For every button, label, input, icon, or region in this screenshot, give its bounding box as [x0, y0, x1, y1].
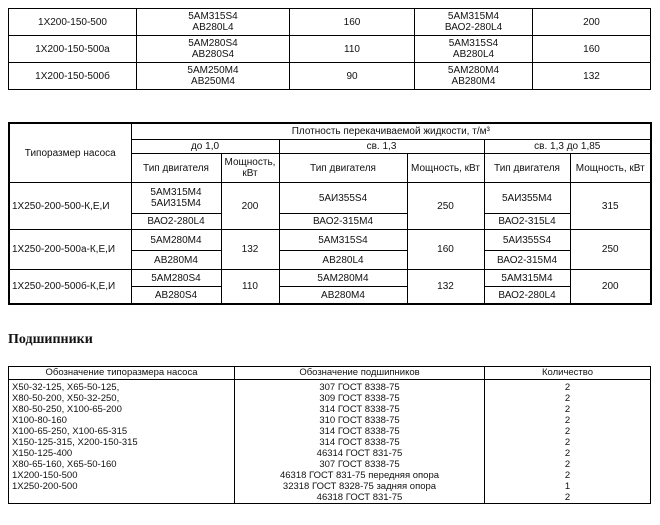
motor-cell: АВ280L4	[279, 251, 407, 270]
table-row	[9, 470, 651, 481]
bearing-cell: 310 ГОСТ 8338-75	[235, 415, 485, 426]
table-row	[9, 9, 651, 36]
motor-cell: ВАО2-315L4	[484, 214, 570, 230]
pump-column-header: Обозначение типоразмера насоса	[9, 367, 235, 380]
motor-cell: 5АМ280М4	[131, 230, 221, 251]
pump-type-cell: 1Х200-150-500б	[9, 63, 137, 90]
motor-density-table	[8, 122, 652, 305]
motor-cell: 5АМ315S4 АВ280L4	[137, 9, 290, 36]
range-header: св. 1,3 до 1,85	[484, 140, 651, 154]
motor-cell: ВАО2-280L4	[131, 214, 221, 230]
section-heading: Подшипники	[8, 332, 93, 347]
power-cell: 160	[533, 36, 651, 63]
table-row	[9, 437, 651, 448]
bearing-cell: 314 ГОСТ 8338-75	[235, 437, 485, 448]
table-row	[9, 481, 651, 492]
bearing-cell: 307 ГОСТ 8338-75	[235, 380, 485, 394]
quantity-cell: 2	[485, 448, 651, 459]
table-row	[9, 459, 651, 470]
motor-table-top	[8, 8, 651, 90]
motor-cell: 5АМ280М4	[279, 270, 407, 287]
pump-type-cell: 1Х200-150-500	[9, 9, 137, 36]
quantity-cell: 2	[485, 404, 651, 415]
table-row	[9, 393, 651, 404]
quantity-cell: 2	[485, 470, 651, 481]
motor-type-header: Тип двигателя	[279, 154, 407, 183]
quantity-cell: 1	[485, 481, 651, 492]
power-cell: 315	[570, 183, 651, 230]
quantity-column-header: Количество	[485, 367, 651, 380]
table-row	[9, 63, 651, 90]
pump-cell: Х50-32-125, Х65-50-125,	[9, 380, 235, 394]
bearing-cell: 46314 ГОСТ 831-75	[235, 448, 485, 459]
motor-cell: 5АМ315М4 5АИ315М4	[131, 183, 221, 214]
motor-cell: АВ280М4	[279, 287, 407, 305]
bearing-cell: 314 ГОСТ 8338-75	[235, 426, 485, 437]
power-header: Мощность, кВт	[221, 154, 279, 183]
power-cell: 250	[570, 230, 651, 270]
table-row	[9, 404, 651, 415]
range-header: св. 1,3	[279, 140, 484, 154]
motor-cell: ВАО2-315М4	[279, 214, 407, 230]
pump-cell: Х100-65-250, Х100-65-315	[9, 426, 235, 437]
power-cell: 200	[221, 183, 279, 230]
bearing-column-header: Обозначение подшипников	[235, 367, 485, 380]
power-cell: 132	[533, 63, 651, 90]
pump-cell: 1Х200-150-500	[9, 470, 235, 481]
table-row	[9, 492, 651, 504]
pump-cell: Х100-80-160	[9, 415, 235, 426]
table-row	[9, 426, 651, 437]
motor-cell: 5АИ355S4	[279, 183, 407, 214]
power-cell: 132	[221, 230, 279, 270]
pump-cell: Х80-50-200, Х50-32-250,	[9, 393, 235, 404]
power-cell: 250	[407, 183, 484, 230]
power-header: Мощность, кВт	[407, 154, 484, 183]
pump-cell: Х150-125-315, Х200-150-315	[9, 437, 235, 448]
quantity-cell: 2	[485, 393, 651, 404]
power-cell: 160	[407, 230, 484, 270]
table-row	[9, 415, 651, 426]
power-cell: 110	[290, 36, 415, 63]
quantity-cell: 2	[485, 380, 651, 394]
motor-cell: 5АМ250М4 АВ250М4	[137, 63, 290, 90]
pump-cell: Х80-50-250, Х100-65-200	[9, 404, 235, 415]
bearing-cell: 46318 ГОСТ 831-75	[235, 492, 485, 504]
power-header: Мощность, кВт	[570, 154, 651, 183]
pump-type-cell: 1Х250-200-500б-К,Е,И	[9, 270, 131, 305]
power-cell: 200	[570, 270, 651, 305]
bearings-table	[8, 366, 651, 504]
motor-type-header: Тип двигателя	[484, 154, 570, 183]
motor-type-header: Тип двигателя	[131, 154, 221, 183]
pump-cell	[9, 492, 235, 504]
motor-cell: 5АМ315S4 АВ280L4	[415, 36, 533, 63]
table-row	[9, 380, 651, 394]
motor-cell: АВ280S4	[131, 287, 221, 305]
quantity-cell: 2	[485, 459, 651, 470]
motor-cell: 5АИ355S4	[484, 230, 570, 251]
bearing-cell: 307 ГОСТ 8338-75	[235, 459, 485, 470]
bearing-cell: 32318 ГОСТ 8328-75 задняя опора	[235, 481, 485, 492]
quantity-cell: 2	[485, 437, 651, 448]
pump-cell: 1Х250-200-500	[9, 481, 235, 492]
power-cell: 200	[533, 9, 651, 36]
pump-type-header: Типоразмер насоса	[9, 123, 131, 183]
power-cell: 160	[290, 9, 415, 36]
bearing-cell: 309 ГОСТ 8338-75	[235, 393, 485, 404]
quantity-cell: 2	[485, 492, 651, 504]
pump-type-cell: 1Х250-200-500а-К,Е,И	[9, 230, 131, 270]
power-cell: 90	[290, 63, 415, 90]
power-cell: 110	[221, 270, 279, 305]
table-row	[9, 448, 651, 459]
motor-cell: ВАО2-315М4	[484, 251, 570, 270]
motor-cell: 5АМ315S4	[279, 230, 407, 251]
motor-cell: 5АМ280М4 АВ280М4	[415, 63, 533, 90]
motor-cell: 5АМ280S4 АВ280S4	[137, 36, 290, 63]
motor-cell: 5АМ315М4 ВАО2-280L4	[415, 9, 533, 36]
quantity-cell: 2	[485, 415, 651, 426]
pump-cell: Х150-125-400	[9, 448, 235, 459]
quantity-cell: 2	[485, 426, 651, 437]
motor-cell: ВАО2-280L4	[484, 287, 570, 305]
table-row	[9, 230, 651, 251]
table-row	[9, 36, 651, 63]
motor-cell: 5АМ280S4	[131, 270, 221, 287]
bearing-cell: 314 ГОСТ 8338-75	[235, 404, 485, 415]
density-header: Плотность перекачиваемой жидкости, т/м³	[131, 123, 651, 140]
power-cell: 132	[407, 270, 484, 305]
pump-type-cell: 1Х200-150-500а	[9, 36, 137, 63]
pump-cell: Х80-65-160, Х65-50-160	[9, 459, 235, 470]
pump-type-cell: 1Х250-200-500-К,Е,И	[9, 183, 131, 230]
table-row	[9, 183, 651, 214]
range-header: до 1,0	[131, 140, 279, 154]
bearing-cell: 46318 ГОСТ 831-75 передняя опора	[235, 470, 485, 481]
motor-cell: АВ280М4	[131, 251, 221, 270]
motor-cell: 5АИ355М4	[484, 183, 570, 214]
table-row	[9, 270, 651, 287]
motor-cell: 5АМ315М4	[484, 270, 570, 287]
